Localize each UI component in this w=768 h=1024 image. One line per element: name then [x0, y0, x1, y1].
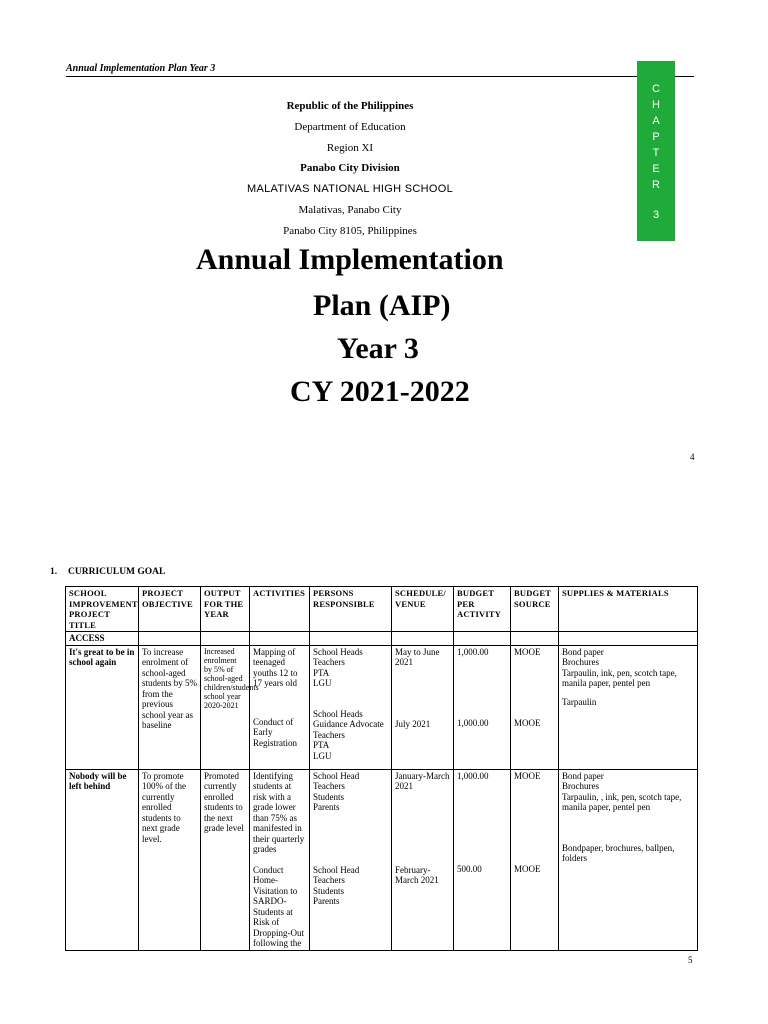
title-line-1: Annual Implementation — [196, 243, 504, 276]
col-header: SCHEDULE/ VENUE — [392, 587, 454, 632]
goal-label: CURRICULUM GOAL — [68, 567, 166, 577]
department-line: Department of Education — [294, 120, 406, 133]
person: Students — [313, 885, 345, 896]
table-row — [66, 645, 698, 769]
activity: Conduct of Early Registration — [253, 716, 297, 748]
section-label: ACCESS — [66, 632, 139, 646]
persons-cell — [310, 645, 392, 769]
supplies-cell — [559, 645, 698, 769]
budget-source: MOOE — [514, 770, 541, 781]
col-header: PROJECT OBJECTIVE — [139, 587, 201, 632]
supply: Bondpaper, brochures, ballpen, folders — [562, 842, 675, 863]
schedule: July 2021 — [395, 718, 431, 729]
person: School Head — [313, 770, 360, 781]
supply: Brochures — [562, 657, 599, 667]
schedule: February-March 2021 — [395, 864, 439, 885]
person: School Head — [313, 864, 360, 875]
supply: Bond paper — [562, 770, 604, 781]
person: Students — [313, 791, 345, 802]
col-header: OUTPUT FOR THE YEAR — [201, 587, 250, 632]
col-header: PERSONS RESPONSIBLE — [310, 587, 392, 632]
persons-cell — [310, 769, 392, 950]
source-cell — [511, 769, 559, 950]
activity: Identifying students at risk with a grade lower than 75% as manifested in their quarterly grades — [253, 770, 305, 854]
chapter-letter: T — [652, 147, 660, 159]
schedule-cell — [392, 769, 454, 950]
republic-line: Republic of the Philippines — [286, 100, 414, 112]
title-line-4: CY 2021-2022 — [290, 375, 470, 408]
chapter-letter: A — [652, 115, 660, 127]
col-header: BUDGET PER ACTIVITY — [454, 587, 511, 632]
col-header: ACTIVITIES — [250, 587, 310, 632]
project-title: Nobody will be left behind — [66, 769, 139, 950]
person: Parents — [313, 896, 340, 906]
aip-table — [65, 586, 698, 951]
person: PTA — [313, 667, 330, 678]
goal-number: 1. — [50, 567, 58, 577]
person: School Heads — [313, 708, 363, 719]
activities-cell — [250, 645, 310, 769]
person: LGU — [313, 678, 332, 688]
col-header: SUPPLIES & MATERIALS — [559, 587, 698, 632]
budget: 1,000.00 — [457, 646, 489, 657]
supply: Bond paper — [562, 646, 604, 657]
budget: 1,000.00 — [457, 770, 489, 781]
chapter-letter: C — [652, 83, 660, 95]
budget-source: MOOE — [514, 646, 541, 657]
chapter-tab — [637, 61, 675, 241]
budget: 500.00 — [457, 864, 482, 874]
col-header: BUDGET SOURCE — [511, 587, 559, 632]
project-output: Promoted currently enrolled students to the next grade level — [201, 769, 250, 950]
activity: Mapping of teenaged youths 12 to 17 years old — [253, 646, 298, 688]
col-header: SCHOOL IMPROVEMENT PROJECT TITLE — [66, 587, 139, 632]
person: Teachers — [313, 729, 345, 740]
project-objective: To increase enrolment of school-aged students by 5% from the previous school year as baseline — [139, 645, 201, 769]
budget: 1,000.00 — [457, 718, 489, 728]
schedule: May to June 2021 — [395, 646, 440, 667]
table-header-row — [66, 587, 698, 632]
person: Parents — [313, 802, 340, 812]
budget-source: MOOE — [514, 718, 541, 728]
schedule-cell — [392, 645, 454, 769]
title-line-2: Plan (AIP) — [313, 289, 451, 322]
project-title: It's great to be in school again — [66, 645, 139, 769]
source-cell — [511, 645, 559, 769]
supply: Tarpaulin, ink, pen, scotch tape, manila paper, pentel pen — [562, 667, 677, 688]
person: Teachers — [313, 657, 345, 667]
school-name: MALATIVAS NATIONAL HIGH SCHOOL — [246, 183, 454, 196]
person: Teachers — [313, 875, 345, 885]
region-line: Region XI — [326, 141, 374, 154]
goal-heading — [50, 567, 165, 577]
budget-source: MOOE — [514, 864, 541, 874]
budget-cell — [454, 769, 511, 950]
page-number: 5 — [688, 955, 693, 965]
chapter-letter: R — [652, 179, 660, 191]
supply: Tarpaulin, , ink, pen, scotch tape, manila paper, pentel pen — [562, 791, 682, 812]
page-number: 4 — [690, 452, 695, 462]
running-header: Annual Implementation Plan Year 3 — [66, 63, 216, 74]
section-row — [66, 632, 698, 646]
table-row — [66, 769, 698, 950]
supplies-cell — [559, 769, 698, 950]
address-line-1: Malativas, Panabo City — [298, 203, 402, 216]
budget-cell — [454, 645, 511, 769]
project-output: Increased enrolment by 5% of school-aged children/students school year 2020-2021 — [201, 645, 250, 769]
activity: Conduct Home-Visitation to SARDO-Students at Risk of Dropping-Out following the — [253, 864, 304, 948]
chapter-letter: P — [652, 131, 660, 143]
person: School Heads — [313, 646, 363, 657]
person: Teachers — [313, 781, 345, 791]
chapter-letter: E — [652, 163, 660, 175]
person: LGU — [313, 750, 332, 761]
org-block — [200, 96, 500, 242]
title-line-3: Year 3 — [337, 332, 419, 365]
person: Guidance Advocate — [313, 719, 384, 729]
division-line: Panabo City Division — [300, 162, 400, 175]
header-rule — [66, 76, 694, 77]
person: PTA — [313, 740, 330, 750]
project-objective: To promote 100% of the currently enrolled students to next grade level. — [139, 769, 201, 950]
activities-cell — [250, 769, 310, 950]
supply: Brochures — [562, 781, 599, 791]
chapter-letter: H — [652, 99, 660, 111]
chapter-number: 3 — [652, 209, 660, 221]
schedule: January-March 2021 — [395, 770, 450, 791]
supply: Tarpaulin — [562, 696, 597, 707]
address-line-2: Panabo City 8105, Philippines — [283, 224, 417, 237]
